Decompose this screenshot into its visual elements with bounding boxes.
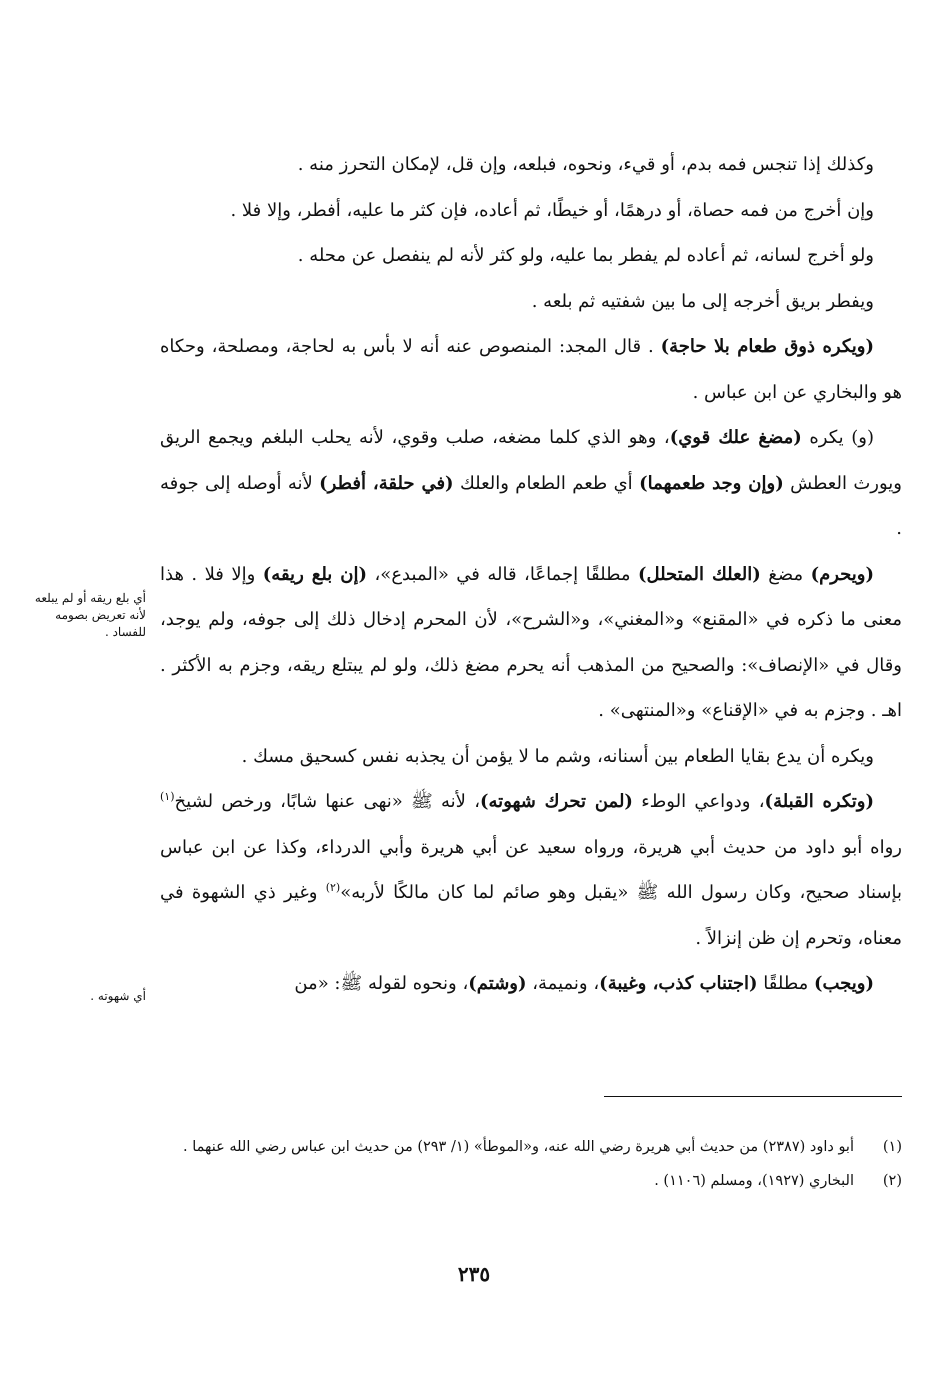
text-segment: ، وهو الذي كلما مضغه، صلب وقوي، لأنه يحلب البلغم ويجمع الريق ويورث العطش <box>160 427 902 494</box>
text-segment: وإن أخرج من فمه حصاة، أو درهمًا، أو خيطًا، ثم أعاده، فإن كثر ما عليه، أفطر، وإلا فلا . <box>230 199 874 221</box>
page-number: ٢٣٥ <box>457 1262 491 1286</box>
paragraph <box>160 415 902 552</box>
footnote-ref: (٢) <box>325 881 341 894</box>
text-segment: ، ونحوه لقوله ﷺ: «من <box>294 973 469 994</box>
main-body-text <box>160 142 902 1007</box>
text-segment: وإلا فلا . هذا معنى ما ذكره في «المقنع» و«المغني»، و«الشرح»، لأن المحرم إدخال ذلك إلى جوفه، ولم يوجد، وقال في «الإنصاف»: والصحيح من المذهب أنه يحرم مضغ ذلك، ولو لم يبتلع ريقه، وجزم به الأكثر . اهـ . وجزم به في «الإقناع» و«المنتهى» . <box>160 563 902 721</box>
bold-phrase: (وإن وجد طعمهما) <box>639 472 784 494</box>
bold-phrase: (اجتناب كذب، وغيبة) <box>599 973 758 994</box>
text-segment: (و) يكره <box>801 427 874 448</box>
bold-phrase: (في حلقة، أفطر) <box>319 472 454 494</box>
text-segment: ويفطر بريق أخرجه إلى ما بين شفتيه ثم بلعه . <box>531 290 874 312</box>
footnote-text: أبو داود (٢٣٨٧) من حديث أبي هريرة رضي الله عنه، و«الموطأ» (١/ ٢٩٣) من حديث ابن عباس رضي الله عنهما . <box>183 1139 854 1155</box>
paragraph <box>160 552 902 734</box>
side-note-swallow-saliva: أي بلع ريقه أو لم يبلعه لأنه تعريض بصومه للفساد . <box>34 591 146 639</box>
text-segment: ويكره أن يدع بقايا الطعام بين أسنانه، وشم ما لا يؤمن أن يجذبه نفس كسحيق مسك . <box>241 745 874 767</box>
bold-phrase: (وتكره القبلة) <box>764 791 875 812</box>
text-segment: وكذلك إذا تنجس فمه بدم، أو قيء، ونحوه، فبلعه، وإن قل، لإمكان التحرز منه . <box>297 154 874 175</box>
text-segment: وغير ذي الشهوة في معناه، وتحرم إن ظن إنزالاً . <box>160 882 902 949</box>
paragraph <box>160 233 902 279</box>
side-note-desire: أي شهوته . <box>90 989 146 1003</box>
bold-phrase: (ويحرم) <box>810 563 875 585</box>
text-segment: مطلقًا إجماعًا، قاله في «المبدع»، <box>367 563 638 585</box>
footnote-1 <box>160 1132 902 1162</box>
paragraph <box>160 779 902 961</box>
footnotes <box>160 1132 902 1200</box>
paragraph <box>160 734 902 780</box>
paragraph <box>160 142 902 188</box>
text-segment: لأنه أوصله إلى جوفه . <box>160 472 902 539</box>
footnote-number: (٢) <box>882 1173 902 1189</box>
paragraph <box>160 188 902 234</box>
bold-phrase: (مضغ علك قوي) <box>669 427 802 448</box>
bold-phrase: (وشتم) <box>468 973 527 994</box>
bold-phrase: (ويجب) <box>813 973 874 994</box>
text-segment: مضغ <box>760 563 811 585</box>
paragraph <box>160 324 902 415</box>
text-segment: ، لأنه ﷺ «نهى عنها شابًا، ورخص لشيخ <box>174 791 481 812</box>
footnote-2 <box>160 1166 902 1196</box>
footnote-text: البخاري (١٩٢٧)، ومسلم (١١٠٦) . <box>654 1173 854 1189</box>
bold-phrase: (العلك المتحلل) <box>637 563 761 585</box>
paragraph <box>160 279 902 325</box>
text-segment: ، ونميمة، <box>526 973 600 994</box>
bold-phrase: (ويكره ذوق طعام بلا حاجة) <box>660 336 874 357</box>
bold-phrase: (لمن تحرك شهوته) <box>480 791 633 812</box>
text-segment: ، ودواعي الوطء <box>632 791 765 812</box>
footnote-number: (١) <box>882 1139 902 1155</box>
footnote-ref: (١) <box>160 790 175 803</box>
text-segment: . قال المجد: المنصوص عنه أنه لا بأس به لحاجة، ومصلحة، وحكاه هو والبخاري عن ابن عباس . <box>160 336 902 403</box>
text-segment: مطلقًا <box>757 973 814 994</box>
text-segment: ولو أخرج لسانه، ثم أعاده لم يفطر بما عليه، ولو كثر لأنه لم ينفصل عن محله . <box>297 245 874 266</box>
text-segment: أي طعم الطعام والعلك <box>453 472 640 494</box>
paragraph <box>160 961 902 1007</box>
text-segment: رواه أبو داود من حديث أبي هريرة، ورواه سعيد عن أبي هريرة وأبي الدرداء، وكذا عن ابن عباس بإسناد صحيح، وكان رسول الله ﷺ «يقبل وهو صائم لما كان مالكًا لأربه» <box>160 836 902 903</box>
bold-phrase: (إن بلع ريقه) <box>262 563 368 585</box>
footnote-separator <box>604 1096 902 1097</box>
